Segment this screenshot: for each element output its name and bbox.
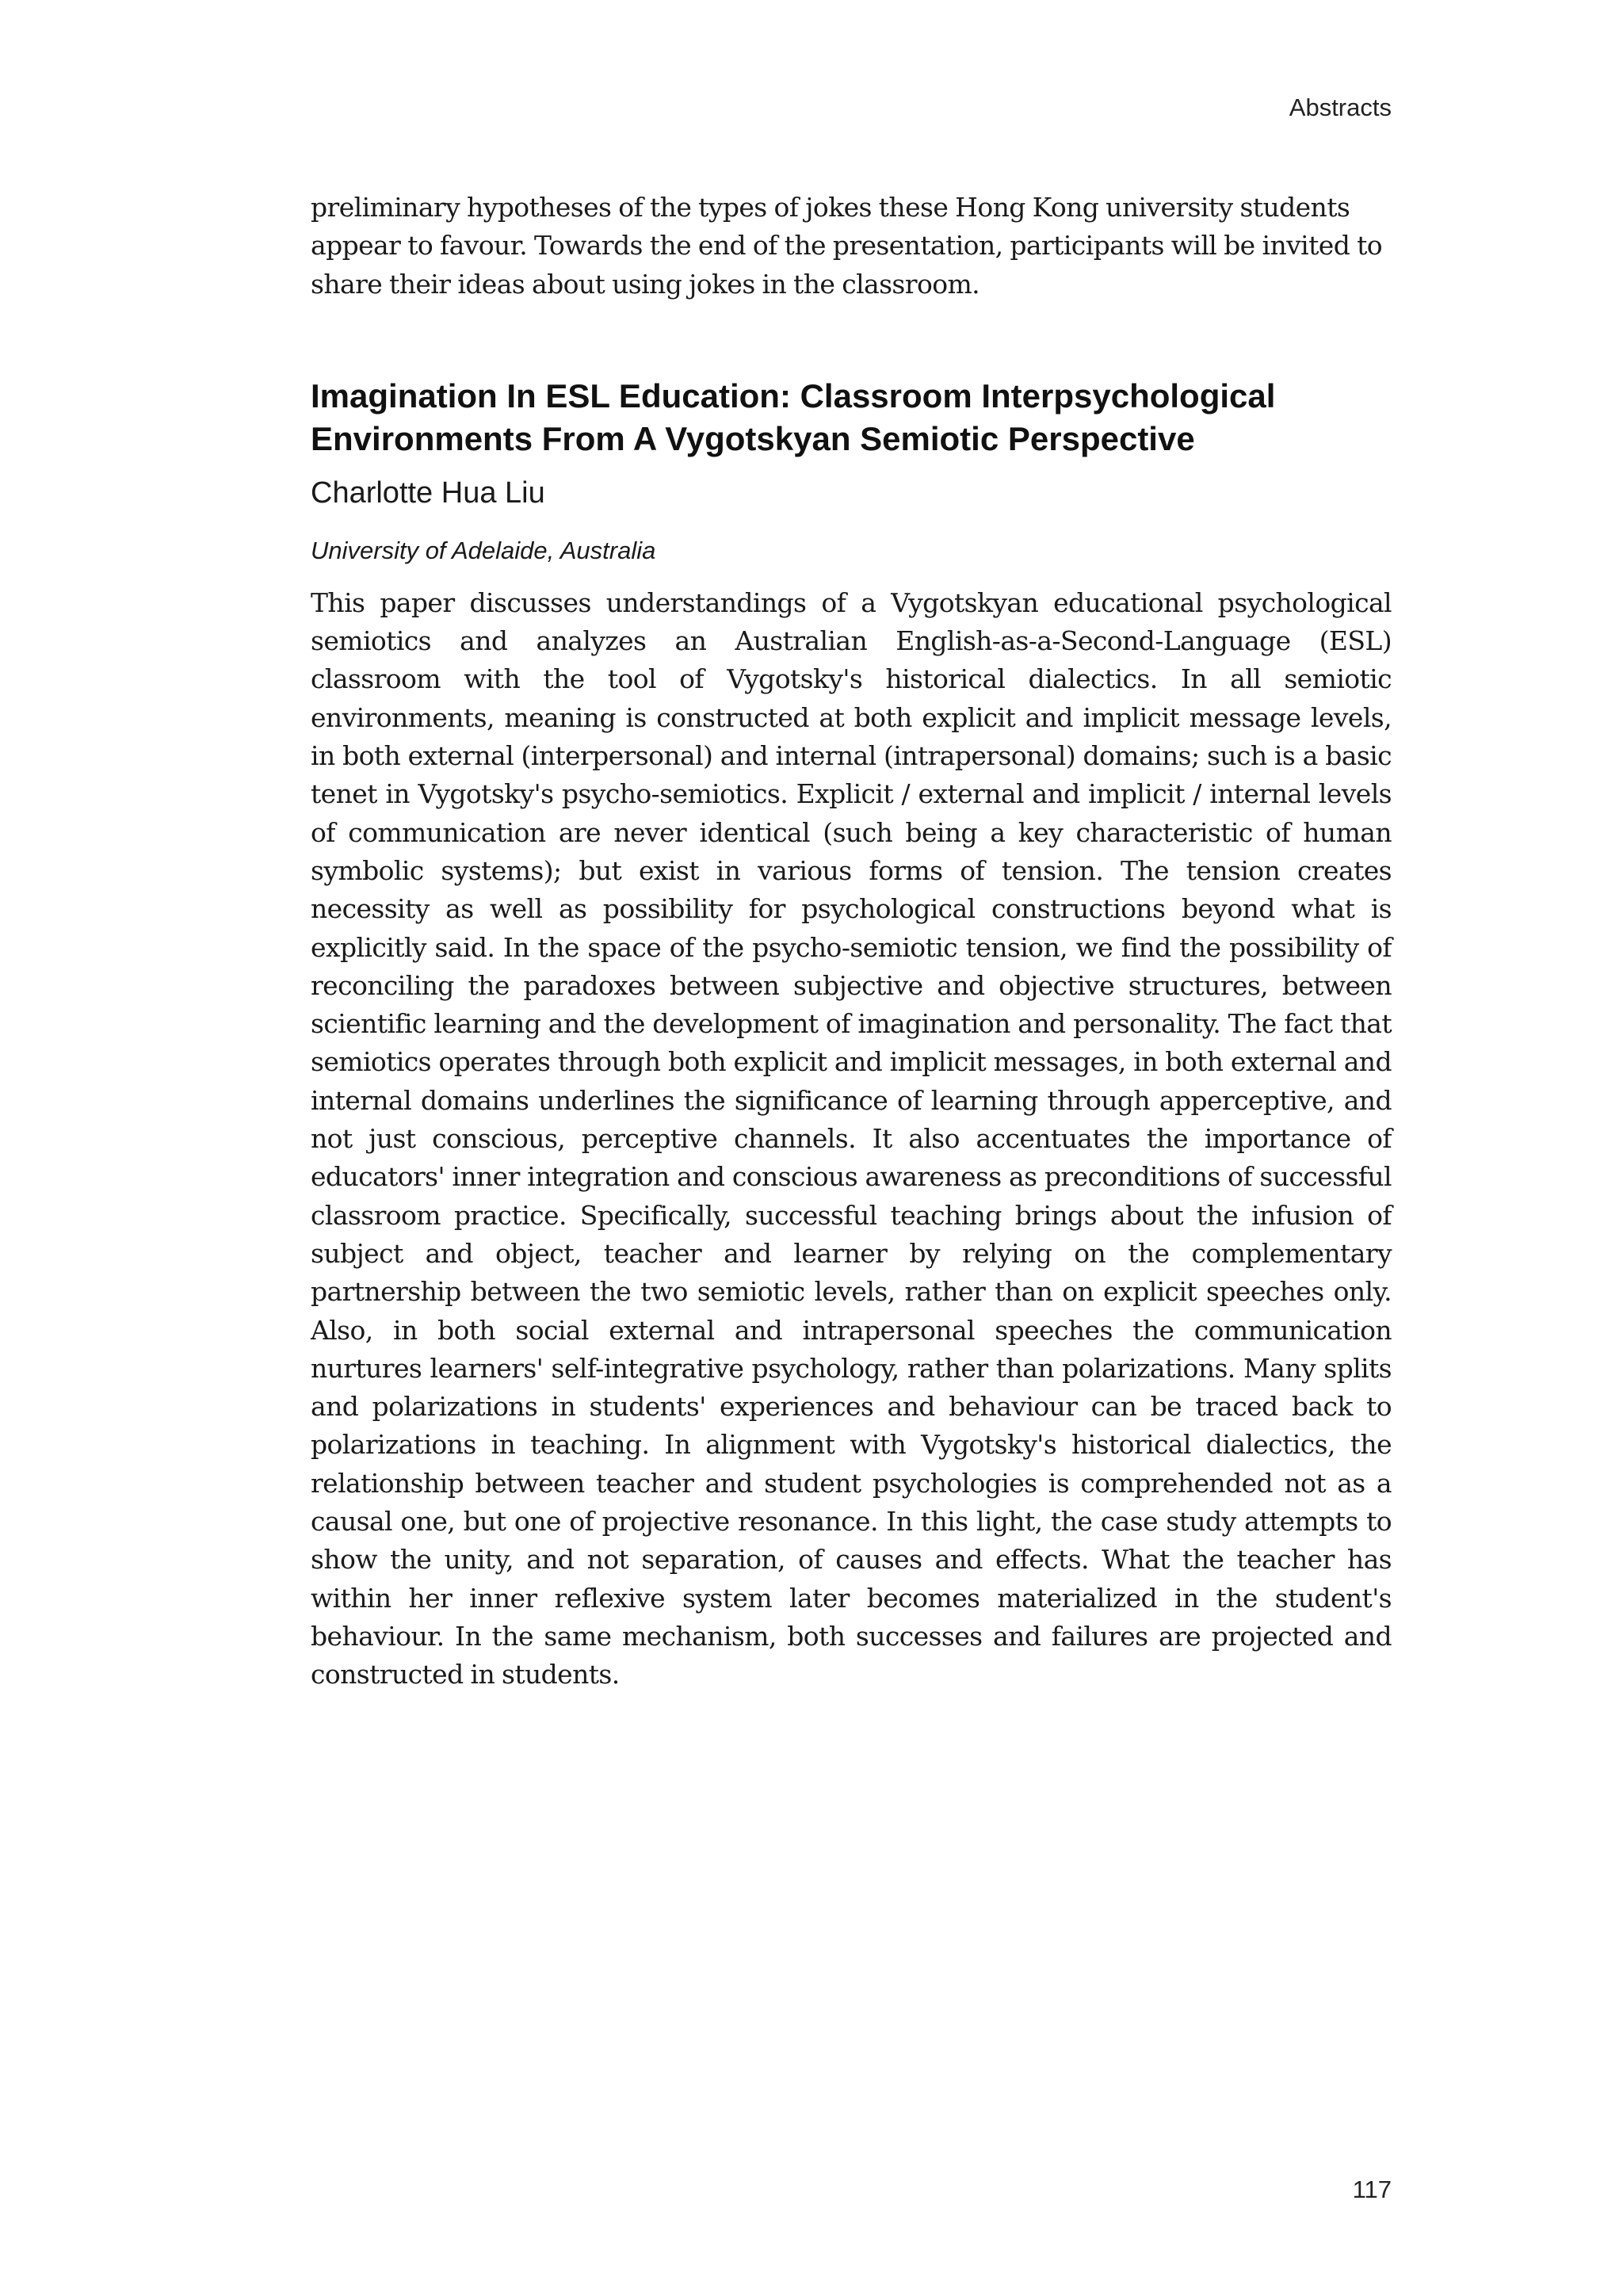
author-name: Charlotte Hua Liu [311,476,545,510]
page-content [311,189,1392,1694]
previous-abstract-continuation: preliminary hypotheses of the types of jokes these Hong Kong university students appear to favour. Towards the end of the presentation, participants will be invited to share their ideas about using jokes in the classroom. [311,192,1383,300]
abstract-body: This paper discusses understandings of a Vygotskyan educational psychological semiotics and analyzes an Australian English-as-a-Second-Language (ESL) classroom with the tool of Vygotsky's historical dialectics. In all semiotic environments, meaning is constructed at both explicit and implicit message levels, in both external (interpersonal) and internal (intrapersonal) domains; such is a basic tenet in Vygotsky's psycho-semiotics. Explicit / external and implicit / internal levels of communication are never identical (such being a key characteristic of human symbolic systems); but exist in various forms of tension. The tension creates necessity as well as possibility for psychological constructions beyond what is explicitly said. In the space of the psycho-semiotic tension, we find the possibility of reconciling the paradoxes between subjective and objective structures, between scientific learning and the development of imagination and personality. The fact that semiotics operates through both explicit and implicit messages, in both external and internal domains underlines the significance of learning through apperceptive, and not just conscious, perceptive channels. It also accentuates the importance of educators' inner integration and conscious awareness as preconditions of successful classroom practice. Specifically, successful teaching brings about the infusion of subject and object, teacher and learner by relying on the complementary partnership between the two semiotic levels, rather than on explicit speeches only. Also, in both social external and intrapersonal speeches the communication nurtures learners' self-integrative psychology, rather than polarizations. Many splits and polarizations in students' experiences and behaviour can be traced back to polarizations in teaching. In alignment with Vygotsky's historical dialectics, the relationship between teacher and student psychologies is comprehended not as a causal one, but one of projective resonance. In this light, the case study attempts to show the unity, and not separation, of causes and effects. What the teacher has within her inner reflexive system later becomes materialized in the student's behaviour. In the same mechanism, both successes and failures are projected and constructed in students. [311,586,1392,1690]
running-header: Abstracts [1289,94,1392,121]
page-number: 117 [1352,2176,1392,2203]
article-title: Imagination In ESL Education: Classroom Interpsychological Environments From A Vygotskyan Semiotic Perspective [311,376,1276,457]
author-affiliation: University of Adelaide, Australia [311,536,656,564]
